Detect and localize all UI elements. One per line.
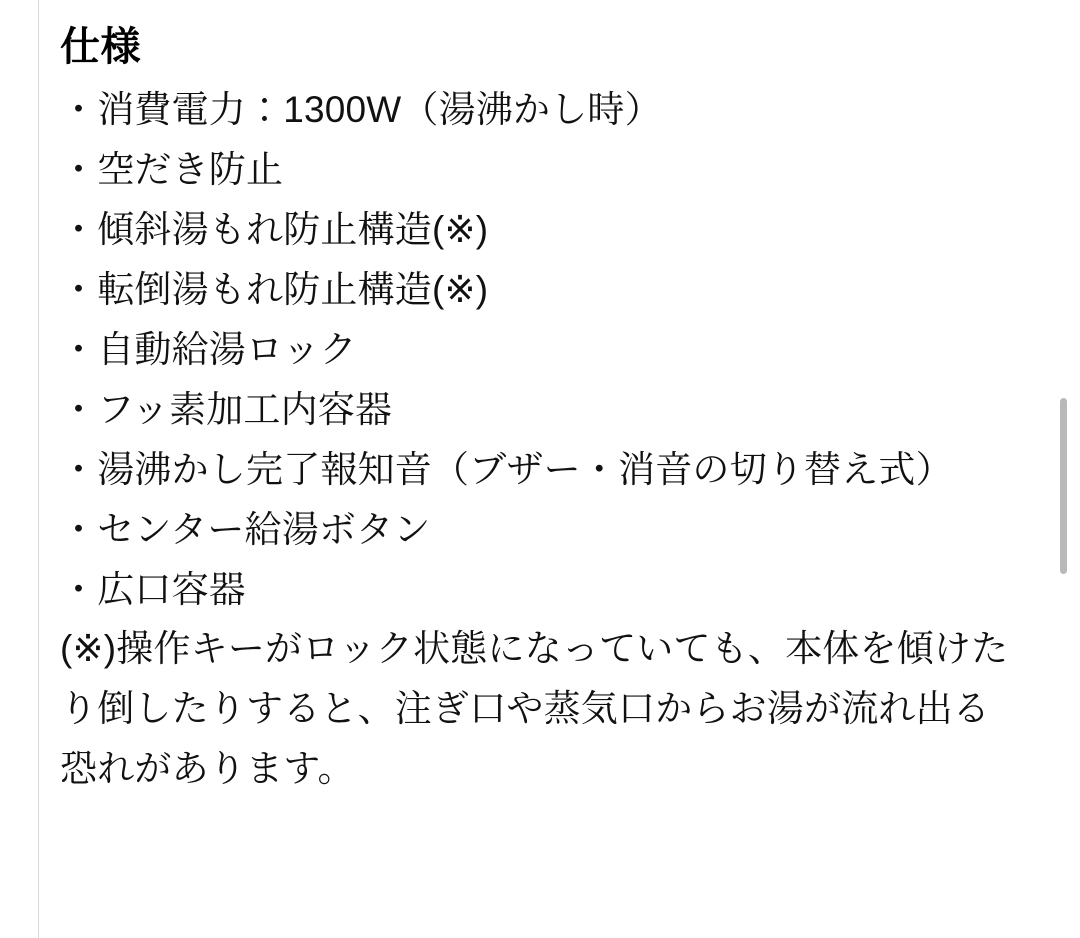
- list-item: ・センター給湯ボタン: [60, 508, 431, 550]
- spec-list: [60, 80, 1020, 619]
- list-item: ・湯沸かし完了報知音（ブザー・消音の切り替え式）: [60, 448, 953, 490]
- vertical-scrollbar[interactable]: [1064, 0, 1074, 938]
- list-item: ・広口容器: [60, 568, 246, 610]
- list-item: ・自動給湯ロック: [60, 328, 357, 370]
- spec-section: [60, 22, 1020, 799]
- scrollbar-thumb[interactable]: [1060, 398, 1067, 574]
- list-item: ・フッ素加工内容器: [60, 388, 393, 430]
- list-item: ・転倒湯もれ防止構造(※): [60, 268, 489, 310]
- left-margin-rule: [38, 0, 39, 938]
- footnote-text: (※)操作キーがロック状態になっていても、本体を傾けたり倒したりすると、注ぎ口や蒸気口からお湯が流れ出る恐れがあります。: [60, 628, 1009, 790]
- list-item: ・傾斜湯もれ防止構造(※): [60, 208, 489, 250]
- list-item: ・空だき防止: [60, 148, 284, 190]
- list-item: ・消費電力：1300W（湯沸かし時）: [60, 89, 662, 130]
- page-title: 仕様: [60, 25, 141, 69]
